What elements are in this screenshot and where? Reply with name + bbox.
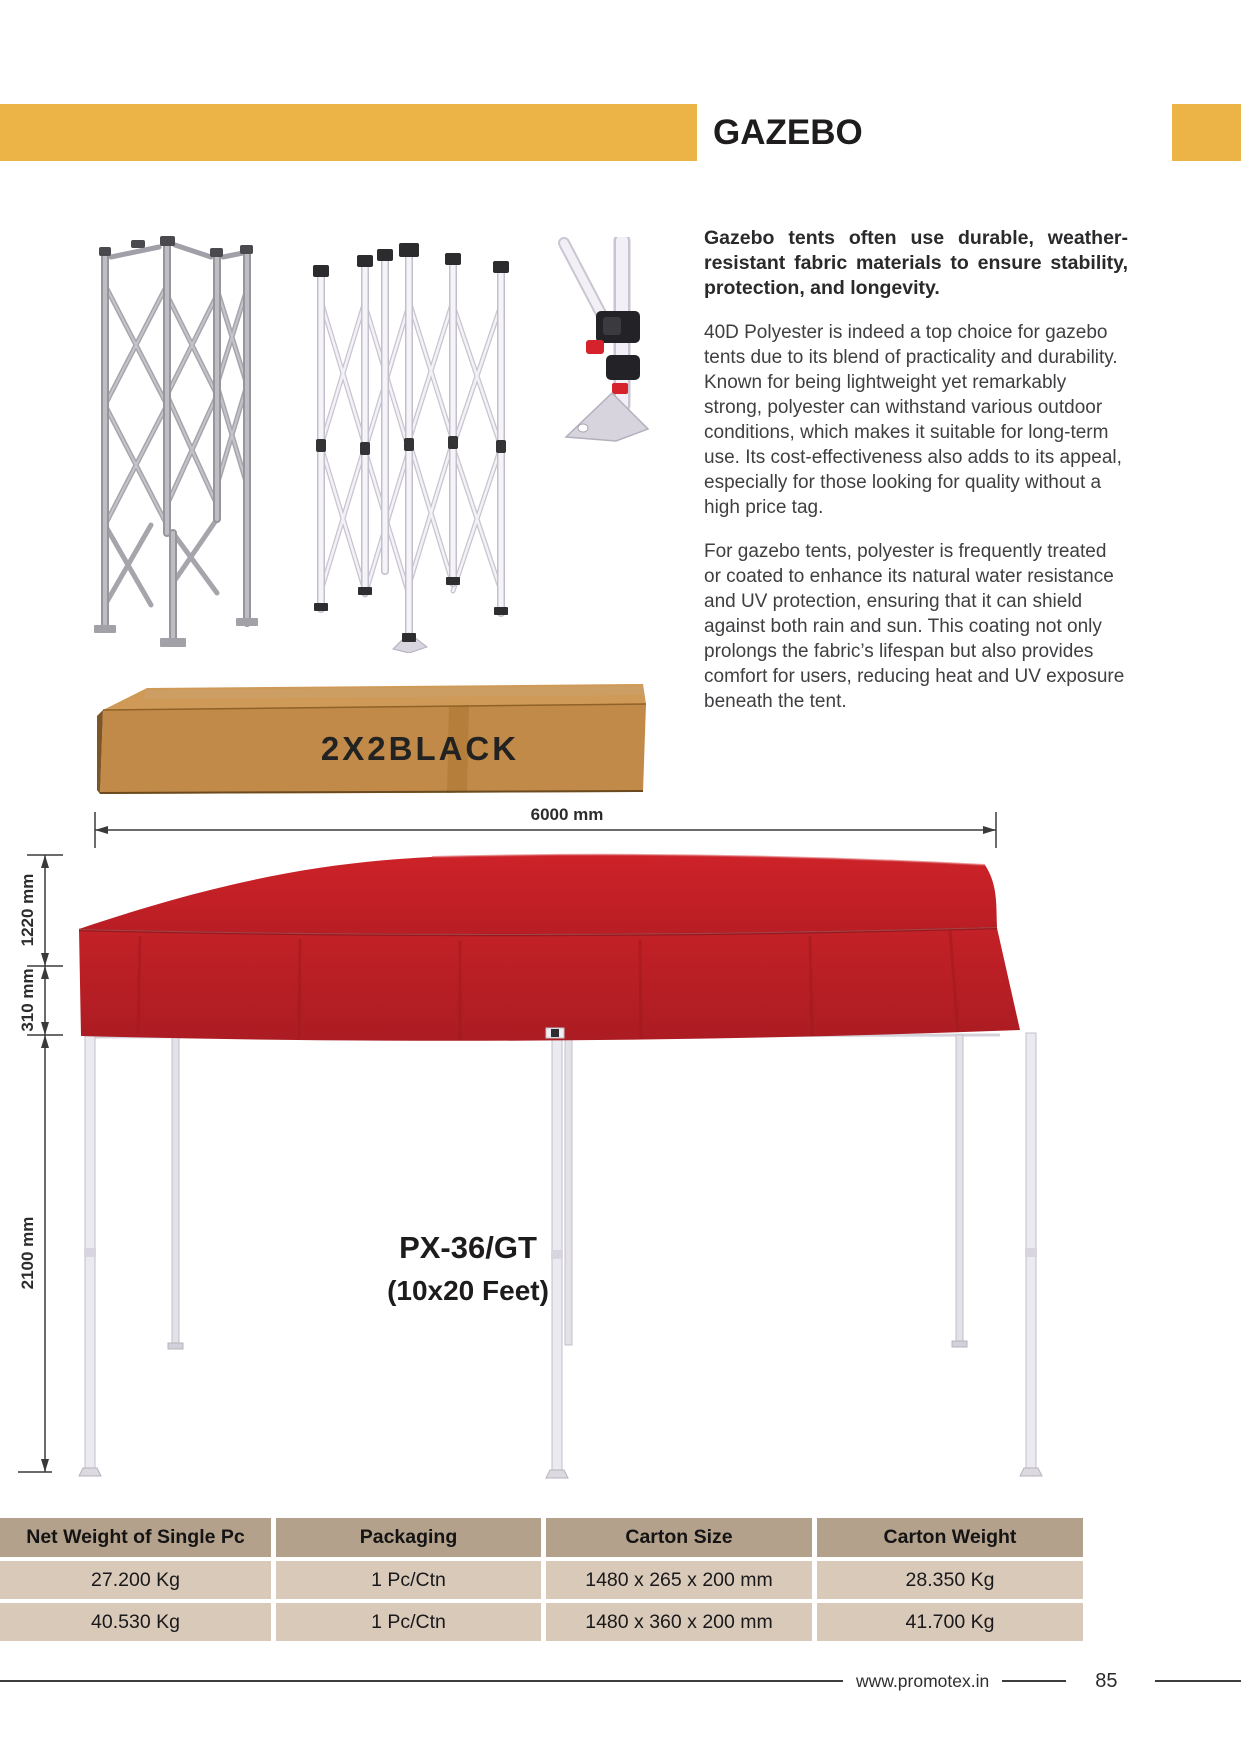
red-lever — [586, 340, 604, 354]
dimension-heights — [18, 855, 63, 1472]
table-cell: 40.530 Kg — [0, 1603, 271, 1641]
photo-folded-frame-gray — [89, 233, 260, 653]
model-size: (10x20 Feet) — [387, 1275, 549, 1306]
page-footer — [0, 1671, 1241, 1691]
footer-rule-right — [1155, 1680, 1241, 1682]
valance-height-label: 310 mm — [18, 968, 37, 1032]
table-cell: 1480 x 265 x 200 mm — [546, 1561, 812, 1599]
header-accent-bar-right — [1172, 104, 1241, 161]
table-cell: 28.350 Kg — [817, 1561, 1083, 1599]
footer-website: www.promotex.in — [856, 1670, 990, 1691]
clamp-lower — [606, 355, 640, 380]
tent-diagram — [0, 780, 1241, 1490]
spec-table — [0, 1518, 1083, 1641]
roof-height-label: 1220 mm — [18, 873, 37, 947]
photo-carton-box — [97, 682, 648, 796]
table-cell: 1480 x 360 x 200 mm — [546, 1603, 812, 1641]
dimension-width — [95, 805, 996, 848]
page-title: GAZEBO — [713, 112, 863, 152]
paragraph-coating: For gazebo tents, polyester is frequently treated or coated to enhance its natural water resistance and UV protection, ensuring that it can shield against both rain and sun. This coating not only prolongs the fabric’s lifespan but also provides comfort for users, reducing heat and UV exposure beneath the tent. — [704, 541, 1125, 712]
tent-canopy — [79, 855, 1020, 1041]
table-cell: 27.200 Kg — [0, 1561, 271, 1599]
table-header-carton-weight: Carton Weight — [817, 1518, 1083, 1557]
page-number: 85 — [1095, 1669, 1118, 1692]
paragraph-polyester: 40D Polyester is indeed a top choice for gazebo tents due to its blend of practicality and durability. Known for being lightweight yet remarkably strong, polyester can withstand various outdoor conditions, which makes it suitable for long-term use. Its cost-effectiveness also adds to its appeal, especially for those looking for quality without a high price tag. — [704, 322, 1122, 518]
box-label: 2X2BLACK — [320, 730, 520, 767]
table-header-carton-size: Carton Size — [546, 1518, 812, 1557]
footer-rule-left — [0, 1680, 843, 1682]
photo-foot-closeup — [556, 237, 652, 449]
table-cell: 41.700 Kg — [817, 1603, 1083, 1641]
tent-back-legs — [168, 1035, 967, 1349]
photo-folded-frame-white — [309, 241, 513, 653]
header-accent-bar-left — [0, 104, 697, 161]
canopy-valance — [79, 928, 1020, 1041]
table-cell: 1 Pc/Ctn — [276, 1603, 541, 1641]
width-dimension-label: 6000 mm — [530, 805, 604, 824]
table-header-packaging: Packaging — [276, 1518, 541, 1557]
foot-plate — [566, 393, 648, 441]
canopy-roof — [79, 855, 997, 934]
table-cell: 1 Pc/Ctn — [276, 1561, 541, 1599]
tent-front-legs — [79, 1033, 1042, 1478]
description-column — [704, 226, 1128, 733]
table-header-net-weight: Net Weight of Single Pc — [0, 1518, 271, 1557]
intro-paragraph: Gazebo tents often use durable, weather-resistant fabric materials to ensure stability, protection, and longevity. — [704, 227, 1128, 299]
footer-rule-mid — [1002, 1680, 1066, 1682]
model-number: PX-36/GT — [399, 1230, 537, 1265]
leg-height-label: 2100 mm — [18, 1216, 37, 1290]
center-clamp — [551, 1029, 559, 1037]
